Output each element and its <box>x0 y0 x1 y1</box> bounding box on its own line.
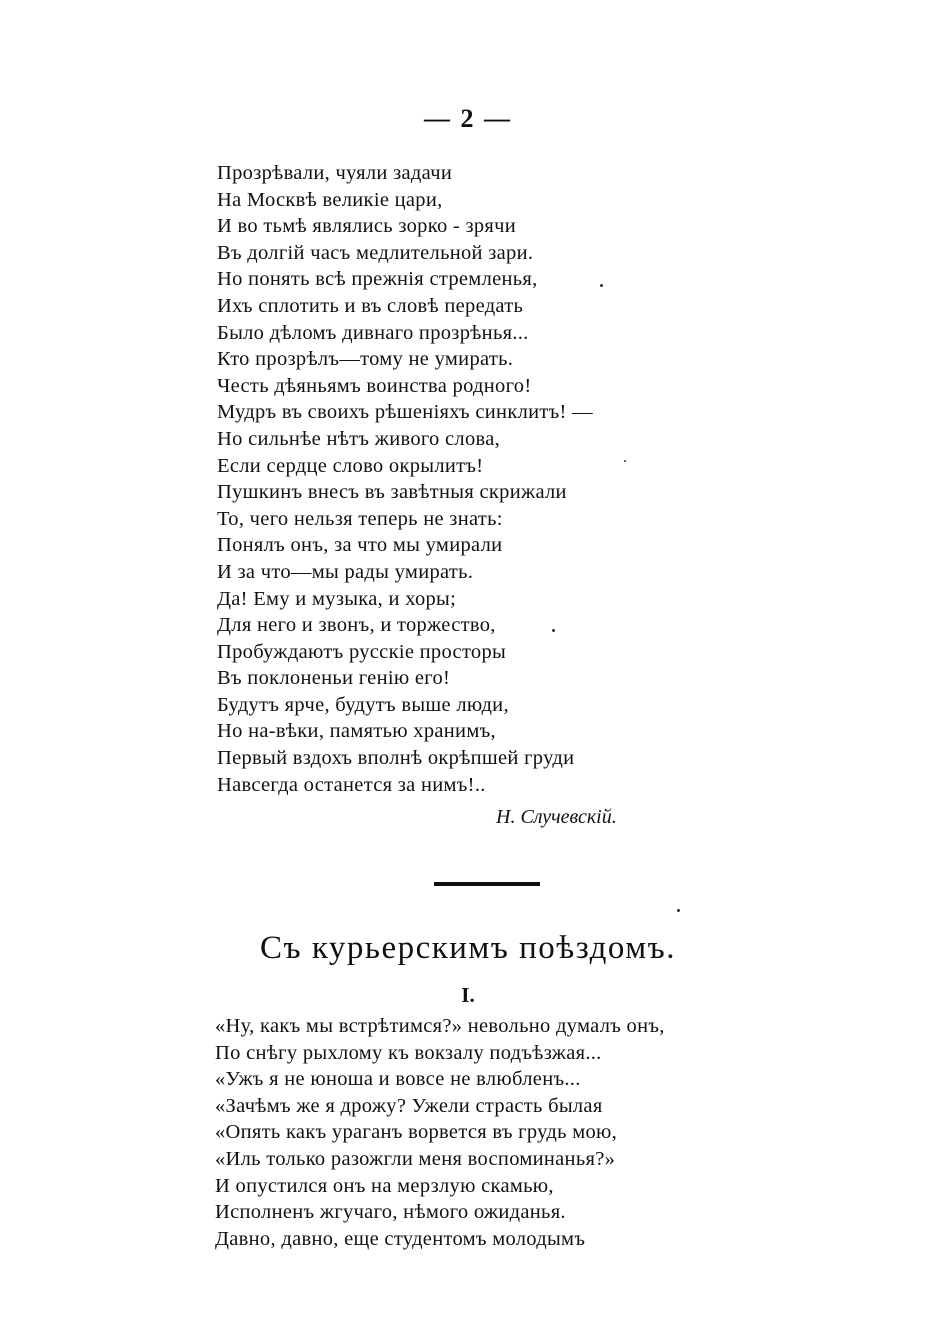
poem-line: Пробуждаютъ русскіе просторы <box>217 640 507 663</box>
poem-line: «Ужъ я не юноша и вовсе не влюбленъ... <box>215 1068 581 1091</box>
poem-line: Въ поклоненьи генію его! <box>217 667 451 690</box>
poem-line: «Иль только разожгли меня воспоминанья?» <box>215 1147 616 1170</box>
poem-line: Но на-вѣки, памятью хранимъ, <box>217 720 496 743</box>
print-speck <box>624 460 626 462</box>
poem-line: Да! Ему и музыка, и хоры; <box>217 587 457 610</box>
poem-line: По снѣгу рыхлому къ вокзалу подъѣзжая... <box>215 1041 602 1064</box>
poem-line: Прозрѣвали, чуяли задачи <box>217 162 453 184</box>
poem-line: Для него и звонъ, и торжество, <box>217 614 496 637</box>
section-divider <box>434 882 540 886</box>
section-title: Съ курьерскимъ поѣздомъ. <box>260 930 676 966</box>
poem-line: На Москвѣ великіе цари, <box>217 188 443 211</box>
poem-line: Навсегда останется за нимъ!.. <box>217 773 486 796</box>
poem-line: Исполненъ жгучаго, нѣмого ожиданья. <box>215 1201 566 1224</box>
poem-line: Давно, давно, еще студентомъ молодымъ <box>215 1227 586 1250</box>
poem-stanza <box>217 160 777 798</box>
poem-stanza-two <box>215 1013 815 1252</box>
poem-line: Если сердце слово окрылитъ! <box>217 454 484 477</box>
page-number: — 2 — <box>424 104 512 133</box>
poem-line: Ихъ сплотить и въ словѣ передать <box>217 294 524 317</box>
poem-line: «Ну, какъ мы встрѣтимся?» невольно думалъ онъ, <box>215 1015 665 1037</box>
poem-line: Въ долгій часъ медлительной зари. <box>217 241 534 264</box>
poem-line: «Зачѣмъ же я дрожу? Ужели страсть былая <box>215 1094 603 1117</box>
poem-line: И во тьмѣ являлись зорко - зрячи <box>217 215 517 238</box>
poem-line: И за что—мы рады умирать. <box>217 560 474 583</box>
print-speck <box>677 909 680 912</box>
print-speck <box>552 629 555 632</box>
poem-line: Кто прозрѣлъ—тому не умирать. <box>217 348 514 371</box>
poem-line: Но понять всѣ прежнія стремленья, <box>217 268 538 291</box>
poem-line: Честь дѣяньямъ воинства родного! <box>217 374 532 397</box>
author-signature: Н. Случевскій. <box>496 806 617 828</box>
poem-line: И опустился онъ на мерзлую скамью, <box>215 1174 554 1197</box>
chapter-number: I. <box>461 983 475 1007</box>
print-speck <box>600 284 603 287</box>
poem-line: Было дѣломъ дивнаго прозрѣнья... <box>217 321 529 344</box>
poem-line: То, чего нельзя теперь не знать: <box>217 507 503 530</box>
poem-line: Понялъ онъ, за что мы умирали <box>217 534 503 557</box>
poem-line: «Опять какъ ураганъ ворвется въ грудь мою, <box>215 1121 618 1144</box>
poem-line: Пушкинъ внесъ въ завѣтныя скрижали <box>217 481 567 504</box>
poem-line: Мудръ въ своихъ рѣшеніяхъ синклитъ! — <box>217 401 593 424</box>
poem-line: Первый вздохъ вполнѣ окрѣпшей груди <box>217 747 575 770</box>
poem-line: Но сильнѣе нѣтъ живого слова, <box>217 427 501 450</box>
poem-line: Будутъ ярче, будутъ выше люди, <box>217 693 509 716</box>
